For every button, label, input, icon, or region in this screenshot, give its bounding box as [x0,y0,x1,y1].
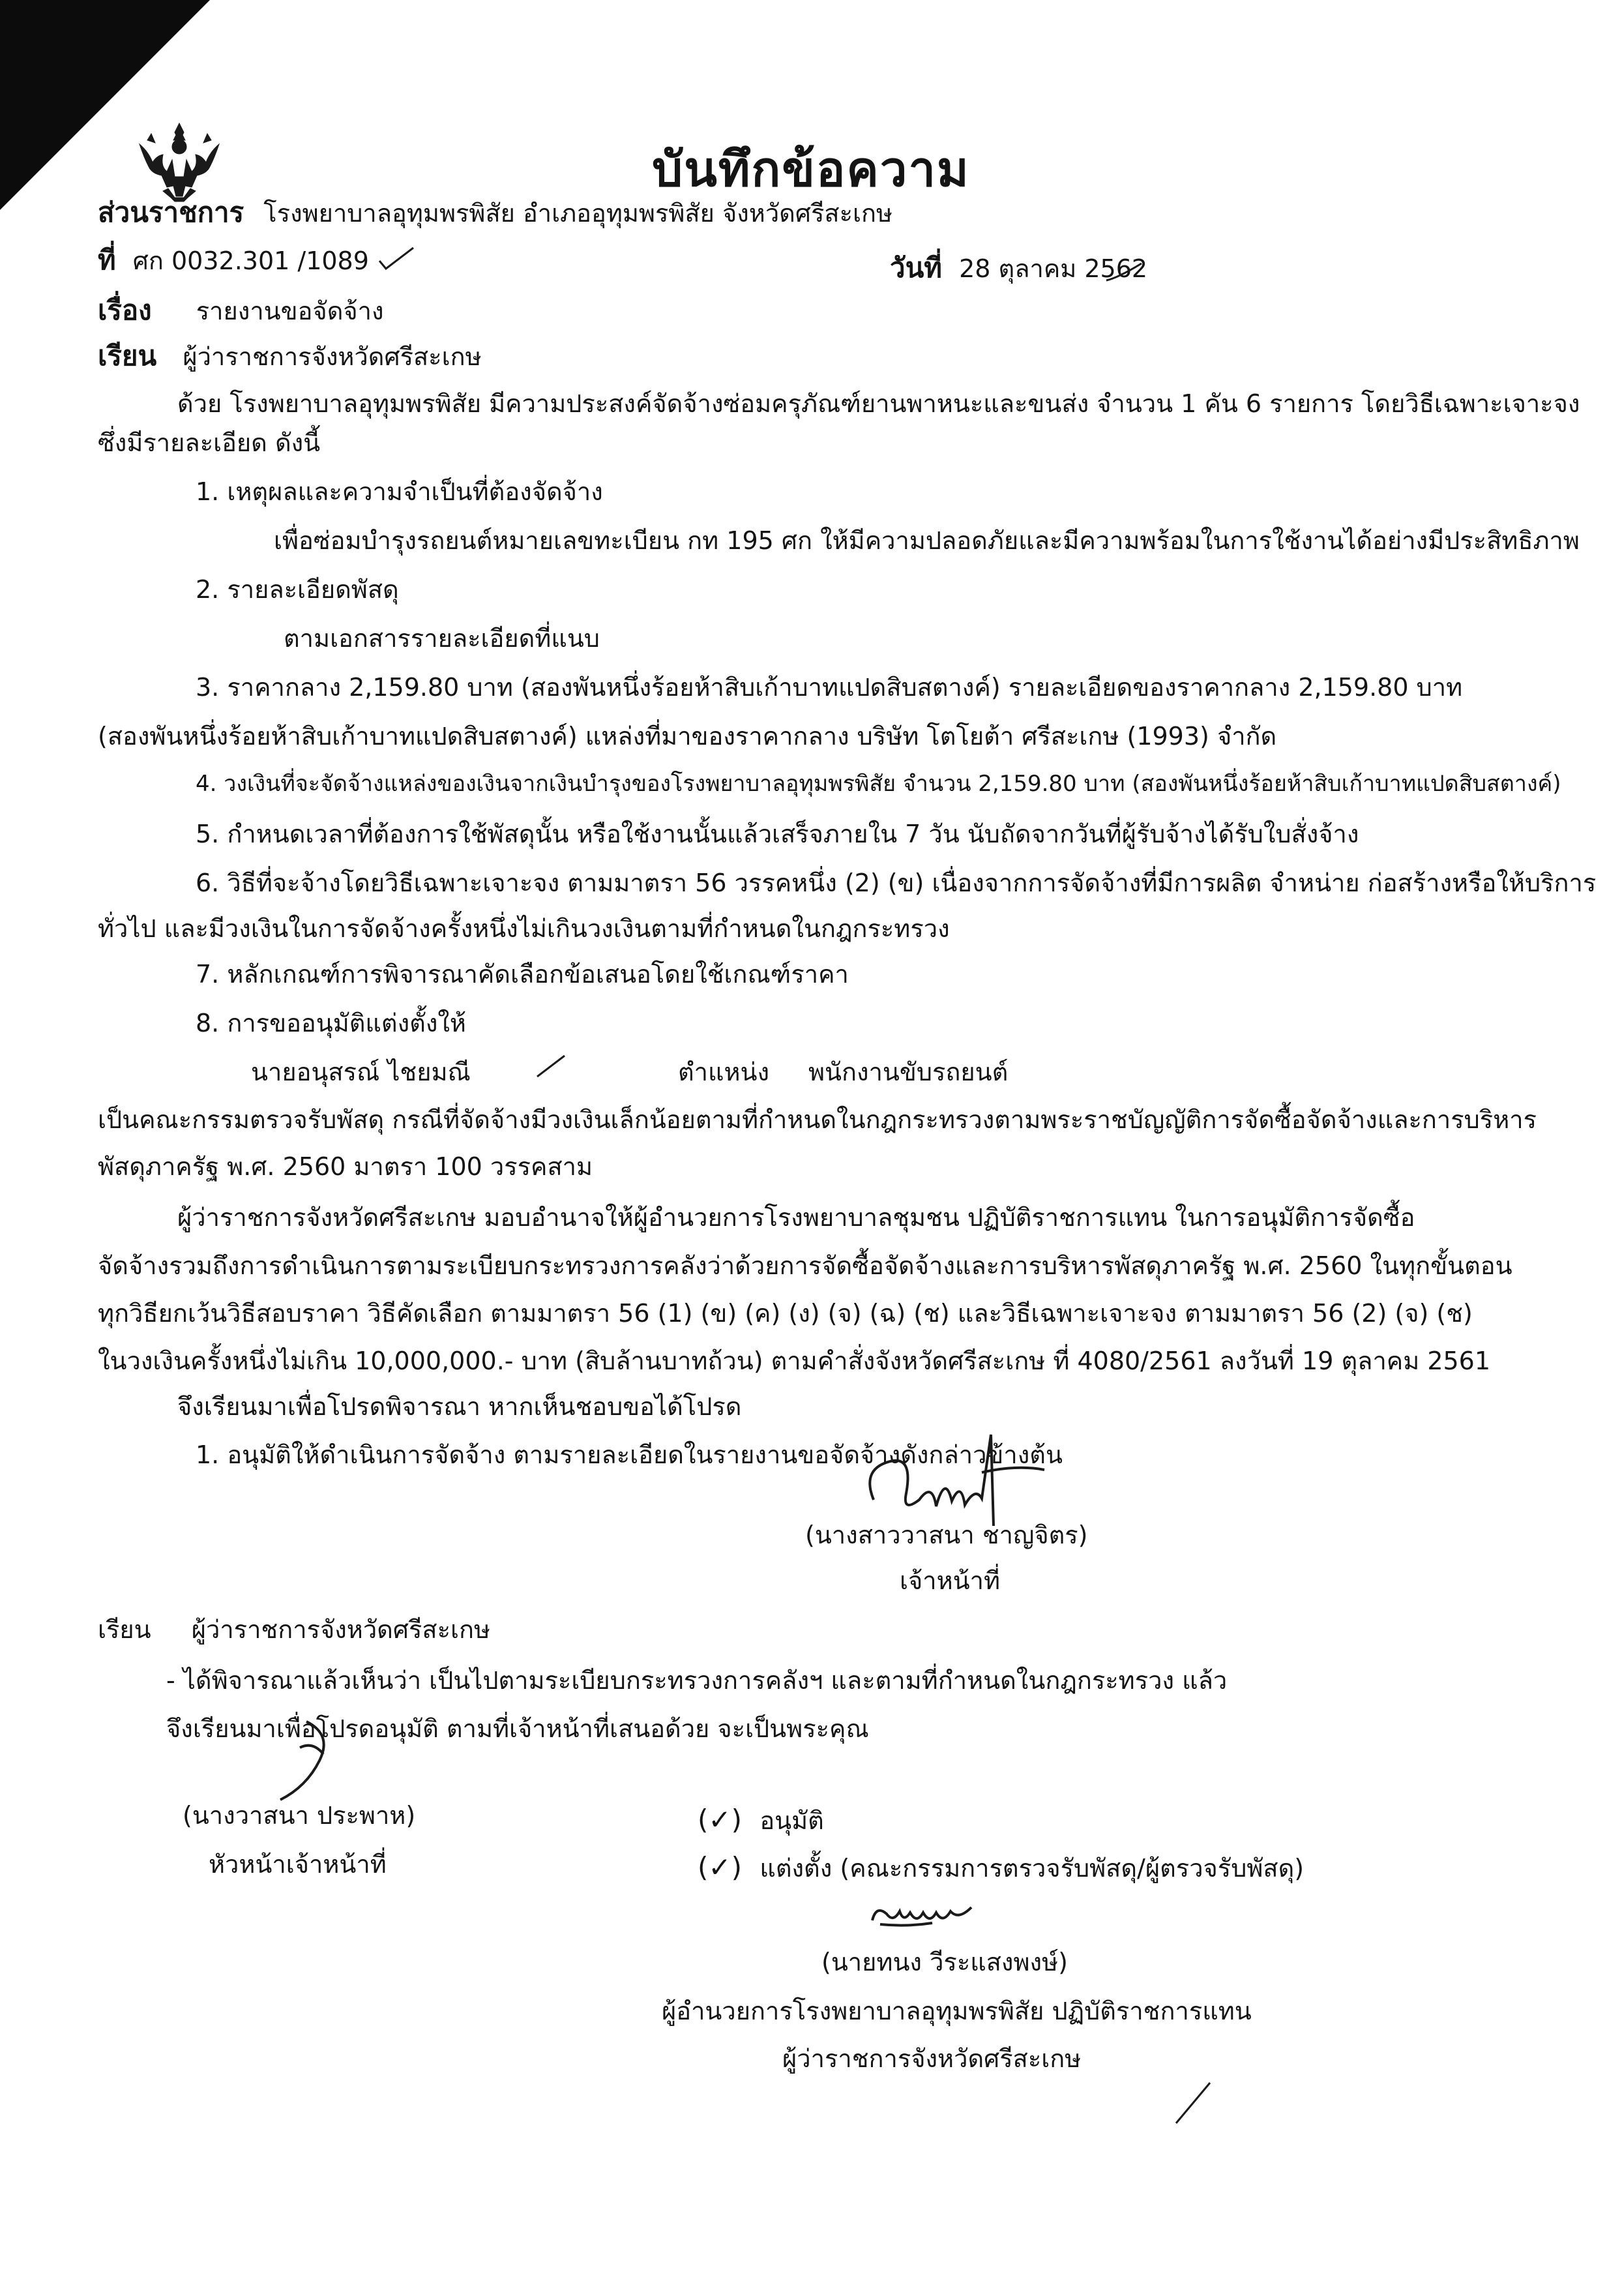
delegation-line-2: จัดจ้างรวมถึงการดำเนินการตามระเบียบกระทรวงการคลังว่าด้วยการจัดซื้อจัดจ้างและการบริหารพัสดุภาครัฐ พ.ศ. 2560 ในทุกขั้นตอน [98,1251,1512,1280]
appointee-position-label: ตำแหน่ง [678,1058,770,1086]
intro-line-2: ซึ่งมีรายละเอียด ดังนี้ [98,428,321,457]
agency-value: โรงพยาบาลอุทุมพรพิสัย อำเภออุทุมพรพิสัย จังหวัดศรีสะเกษ [263,199,893,228]
appointee-name: นายอนุสรณ์ ไชยมณี [251,1058,471,1086]
head-officer-position: หัวหน้าเจ้าหน้าที่ [209,1850,387,1879]
officer-position: เจ้าหน้าที่ [900,1566,1001,1595]
addressee-label: เรียน [98,340,157,372]
review-line-2: จึงเรียนมาเพื่อโปรดอนุมัติ ตามที่เจ้าหน้าที่เสนอด้วย จะเป็นพระคุณ [166,1714,869,1743]
agency-row [98,196,893,228]
review-addressee-row [98,1617,490,1642]
item-2-title: 2. รายละเอียดพัสดุ [196,575,399,604]
head-officer-name: (นางวาสนา ประพาห) [183,1801,416,1830]
reference-number: ศก 0032.301 /1089 [132,246,369,275]
appoint-label: แต่งตั้ง (คณะกรรมการตรวจรับพัสดุ/ผู้ตรวจรับพัสดุ) [759,1854,1305,1883]
item-7: 7. หลักเกณฑ์การพิจารณาคัดเลือกข้อเสนอโดยใช้เกณฑ์ราคา [196,960,849,989]
item-6-line-1: 6. วิธีที่จะจ้างโดยวิธีเฉพาะเจาะจง ตามมาตรา 56 วรรคหนึ่ง (2) (ข) เนื่องจากการจัดจ้างที่มีการผลิต จำหน่าย ก่อสร้างหรือให้บริการ [196,869,1597,897]
review-line-1: - ได้พิจารณาแล้วเห็นว่า เป็นไปตามระเบียบกระทรวงการคลังฯ และตามที่กำหนดในกฎกระทรวง แล้ว [166,1666,1228,1695]
item-5: 5. กำหนดเวลาที่ต้องการใช้พัสดุนั้น หรือใช้งานนั้นแล้วเสร็จภายใน 7 วัน นับถัดจากวันที่ผู้รับจ้างได้รับใบสั่งจ้าง [196,820,1359,848]
item-3-line-2: (สองพันหนึ่งร้อยห้าสิบเก้าบาทแปดสิบสตางค์) แหล่งที่มาของราคากลาง บริษัท โตโยต้า ศรีสะเกษ (1993) จำกัด [98,722,1277,751]
date-value: 28 ตุลาคม 2562 [959,254,1148,283]
delegation-line-4: ในวงเงินครั้งหนึ่งไม่เกิน 10,000,000.- บาท (สิบล้านบาทถ้วน) ตามคำสั่งจังหวัดศรีสะเกษ ที่ 4080/2561 ลงวันที่ 19 ตุลาคม 2561 [98,1347,1491,1375]
item-4: 4. วงเงินที่จะจัดจ้างแหล่งของเงินจากเงินบำรุงของโรงพยาบาลอุทุมพรพิสัย จำนวน 2,159.80 บาท (สองพันหนึ่งร้อยห้าสิบเก้าบาทแปดสิบสตางค์) [196,771,1561,797]
appoint-checkbox: (✓) [698,1851,742,1883]
item-2-text: ตามเอกสารรายละเอียดที่แนบ [284,624,600,653]
approve-label: อนุมัติ [759,1806,824,1835]
addressee-row [98,342,482,370]
item-1-title: 1. เหตุผลและความจำเป็นที่ต้องจัดจ้าง [196,477,603,506]
intro-line-1: ด้วย โรงพยาบาลอุทุมพรพิสัย มีความประสงค์จัดจ้างซ่อมครุภัณฑ์ยานพาหนะและขนส่ง จำนวน 1 คัน 6 รายการ โดยวิธีเฉพาะเจาะจง [177,389,1580,418]
approver-position-line-2: ผู้ว่าราชการจังหวัดศรีสะเกษ [782,2044,1082,2073]
approver-position-line-1: ผู้อำนวยการโรงพยาบาลอุทุมพรพิสัย ปฏิบัติราชการแทน [662,1997,1252,2025]
approve-checkbox: (✓) [698,1804,742,1836]
subject-label: เรื่อง [98,294,152,326]
review-addressee-value: ผู้ว่าราชการจังหวัดศรีสะเกษ [191,1615,491,1644]
appoint-row [698,1851,1305,1883]
delegation-line-1: ผู้ว่าราชการจังหวัดศรีสะเกษ มอบอำนาจให้ผู้อำนวยการโรงพยาบาลชุมชน ปฏิบัติราชการแทน ในการอนุมัติการจัดซื้อ [177,1203,1415,1232]
committee-line-1: เป็นคณะกรรมตรวจรับพัสดุ กรณีที่จัดจ้างมีวงเงินเล็กน้อยตามที่กำหนดในกฎกระทรวงตามพระราชบัญญัติการจัดซื้อจัดจ้างและการบริหาร [98,1105,1537,1134]
reference-row [98,246,369,274]
tick-mark-icon [377,245,416,271]
subject-value: รายงานขอจัดจ้าง [196,297,384,325]
head-officer-signature [261,1708,346,1806]
delegation-line-3: ทุกวิธียกเว้นวิธีสอบราคา วิธีคัดเลือก ตามมาตรา 56 (1) (ข) (ค) (ง) (จ) (ฉ) (ช) และวิธีเฉพาะเจาะจง ตามมาตรา 56 (2) (จ) (ช) [98,1299,1473,1328]
approve-row [698,1806,824,1834]
appointee-position: พนักงานขับรถยนต์ [808,1058,1009,1086]
pen-stroke-mark [1105,261,1144,284]
review-addressee-label: เรียน [98,1615,151,1644]
pen-stroke-mark [535,1053,567,1079]
agency-label: ส่วนราชการ [98,196,244,228]
subject-row [98,294,384,326]
item-8-title: 8. การขออนุมัติแต่งตั้งให้ [196,1009,466,1037]
date-label: วันที่ [890,252,942,284]
addressee-value: ผู้ว่าราชการจังหวัดศรีสะเกษ [183,342,482,371]
item-6-line-2: ทั่วไป และมีวงเงินในการจัดจ้างครั้งหนึ่งไม่เกินวงเงินตามที่กำหนดในกฎกระทรวง [98,914,950,943]
reference-label: ที่ [98,244,116,276]
committee-line-2: พัสดุภาครัฐ พ.ศ. 2560 มาตรา 100 วรรคสาม [98,1152,593,1181]
item-3-line-1: 3. ราคากลาง 2,159.80 บาท (สองพันหนึ่งร้อยห้าสิบเก้าบาทแปดสิบสตางค์) รายละเอียดของราคากลาง 2,159.80 บาท [196,673,1463,702]
item-1-text: เพื่อซ่อมบำรุงรถยนต์หมายเลขทะเบียน กท 195 ศก ให้มีความปลอดภัยและมีความพร้อมในการใช้งานได้อย่างมีประสิทธิภาพ [274,526,1580,555]
officer-name: (นางสาววาสนา ชาญจิตร) [805,1521,1088,1549]
request-item: 1. อนุมัติให้ดำเนินการจัดจ้าง ตามรายละเอียดในรายงานขอจัดจ้างดังกล่าวข้างต้น [196,1440,1063,1469]
approver-name: (นายทนง วีระแสงพงษ์) [821,1948,1068,1976]
request-line: จึงเรียนมาเพื่อโปรดพิจารณา หากเห็นชอบขอได้โปรด [177,1392,742,1421]
memo-title: บันทึกข้อความ [652,142,970,198]
pen-stroke-mark [1173,2080,1213,2126]
approver-signature [867,1894,997,1933]
